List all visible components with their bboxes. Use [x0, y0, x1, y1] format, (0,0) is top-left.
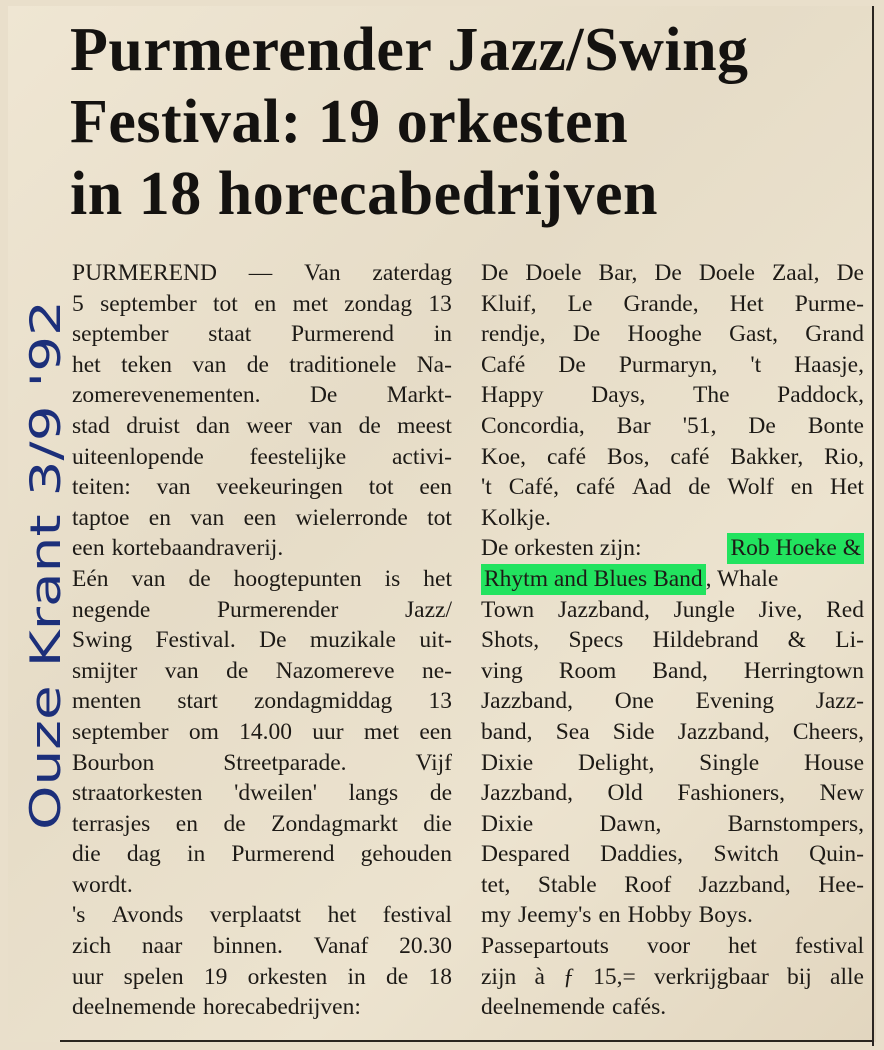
word: Specs: [568, 627, 624, 654]
word: De: [558, 351, 586, 378]
word: Hee-: [818, 871, 864, 898]
word: ƒ: [563, 963, 575, 990]
marker-highlight: Rob Hoeke &: [727, 533, 864, 564]
word: deelnemende: [481, 994, 605, 1021]
word: Het: [729, 290, 764, 317]
word: Bar: [616, 412, 651, 439]
headline: [70, 14, 870, 230]
word: Purmerender: [216, 596, 339, 623]
text-line: [72, 686, 452, 717]
text-line: [481, 717, 864, 748]
word: Side: [612, 718, 655, 745]
word: uur: [312, 718, 344, 745]
word: met: [363, 718, 400, 745]
word: de: [223, 810, 246, 837]
text-line: [72, 350, 452, 381]
word: Bar,: [598, 260, 638, 286]
text-line: [481, 533, 864, 564]
word: binnen.: [213, 933, 283, 960]
word: verplaatst: [209, 902, 302, 929]
word: De: [481, 260, 509, 286]
text-line: [72, 564, 452, 595]
word: uiteenlopende: [72, 443, 204, 470]
word: my: [481, 902, 512, 929]
word: PURMEREND: [72, 260, 217, 286]
word: een: [419, 474, 452, 501]
word: in: [433, 321, 452, 348]
word: Zondagmarkt: [271, 810, 398, 837]
word: menten: [72, 688, 142, 715]
word: van: [308, 412, 343, 439]
word: Hildebrand: [652, 627, 759, 654]
word: Vijf: [415, 749, 452, 776]
word: 20.30: [399, 933, 452, 960]
text-line: [72, 625, 452, 656]
word: de: [688, 474, 711, 501]
word: zondag: [344, 290, 413, 317]
text-line: [72, 931, 452, 962]
word: Café: [481, 351, 526, 378]
text-line: [72, 992, 452, 1023]
word: De: [748, 412, 776, 439]
word: Festival.: [155, 627, 236, 654]
word: de: [358, 412, 381, 439]
word: Jazzband,: [677, 718, 770, 745]
word: hoogtepunten: [233, 565, 362, 592]
text-line: [72, 900, 452, 931]
word: Evening: [695, 688, 774, 715]
word: Purme-: [794, 290, 864, 317]
word: Town: [481, 596, 535, 623]
word: terrasjes: [72, 810, 151, 837]
word: veekeuringen: [216, 474, 343, 501]
word: Dixie: [481, 749, 534, 776]
word: Dixie: [481, 810, 534, 837]
handwritten-note-text: Ouze Krant 3/9 '92: [21, 436, 70, 830]
text-line: [72, 962, 452, 993]
word: Rio,: [824, 443, 864, 470]
marker-highlight: Rhytm and Blues Band: [481, 564, 706, 595]
text-line: [481, 503, 864, 534]
word: en: [148, 504, 171, 531]
word: Haasje,: [794, 351, 864, 378]
word: Old: [607, 780, 643, 807]
word: dan: [196, 412, 230, 439]
word: een: [243, 504, 277, 531]
word: de: [429, 780, 452, 807]
word: negende: [72, 596, 151, 623]
word: 19: [203, 963, 228, 990]
word: een: [419, 718, 452, 745]
word: Streetparade.: [223, 749, 347, 776]
word: alle: [830, 963, 864, 990]
word: en: [790, 474, 813, 501]
column-rule-bottom: [60, 1040, 874, 1042]
word: Quin-: [809, 841, 864, 868]
word: Roof: [624, 871, 672, 898]
word: uur: [72, 963, 104, 990]
word: september: [100, 290, 197, 317]
word: gehouden: [360, 841, 452, 868]
text-line: [72, 748, 452, 779]
text-line: [481, 900, 864, 931]
word: teiten:: [72, 474, 131, 501]
word: tot: [427, 504, 452, 531]
word: Swing: [72, 627, 133, 654]
word: tot: [368, 474, 394, 501]
word: smijter: [72, 657, 138, 684]
word: de: [246, 351, 269, 378]
word: Switch: [713, 841, 779, 868]
word: Room: [558, 657, 617, 684]
word: De: [259, 627, 287, 654]
word: Red: [826, 596, 864, 623]
headline-line: Festival: 19 orkesten: [70, 88, 629, 156]
word: Despared: [481, 841, 570, 868]
word: Gast,: [729, 321, 779, 348]
word: De: [572, 321, 601, 348]
word: café: [546, 443, 587, 470]
text-line: [481, 380, 864, 411]
word: kortebaandraverij.: [111, 535, 284, 562]
word: Boys.: [698, 902, 753, 929]
text-line: [481, 656, 864, 687]
word: en: [598, 902, 621, 929]
word: 14.00: [239, 718, 292, 745]
highlight-suffix: , Whale: [705, 565, 779, 592]
word: deelnemende: [72, 994, 196, 1021]
word: Na-: [416, 351, 452, 378]
word: in: [186, 841, 206, 868]
word: New: [819, 780, 864, 807]
word: die: [72, 841, 101, 868]
word: horecabedrijven:: [202, 994, 361, 1021]
word: café: [670, 443, 710, 470]
word: activi-: [391, 443, 452, 470]
word: Grande,: [623, 290, 699, 317]
word: en: [175, 810, 198, 837]
text-line: [481, 319, 864, 350]
word: zomerevenementen.: [72, 382, 261, 409]
word: band,: [481, 718, 533, 745]
word: traditionele: [289, 351, 397, 378]
word: muzikale: [309, 627, 396, 654]
word: Shots,: [481, 627, 540, 654]
text-line: [481, 748, 864, 779]
word: 'dweilen': [234, 780, 317, 807]
word: Eén: [72, 565, 109, 592]
word: en: [254, 290, 277, 317]
highlight-prefix: De orkesten zijn:: [481, 535, 642, 562]
word: zich: [72, 933, 112, 960]
word: Het: [829, 474, 864, 501]
word: Single: [699, 749, 760, 776]
word: Kolkje.: [481, 504, 551, 531]
word: café: [575, 474, 616, 501]
word: verkrijgbaar: [653, 963, 769, 990]
word: Jazzband,: [481, 688, 573, 715]
word: Koe,: [481, 443, 527, 470]
word: Café,: [508, 474, 559, 501]
text-line: [72, 533, 452, 564]
word: taptoe: [72, 504, 130, 531]
text-line: [72, 656, 452, 687]
word: weer: [246, 412, 292, 439]
word: Hobby: [627, 902, 692, 929]
text-line: [481, 839, 864, 870]
word: Nazomereve: [275, 657, 395, 684]
word: van: [190, 504, 225, 531]
word: staat: [208, 321, 252, 348]
word: start: [177, 688, 218, 715]
word: teken: [121, 351, 172, 378]
word: zaterdag: [372, 260, 452, 286]
word: Jive,: [758, 596, 803, 623]
word: '51,: [682, 412, 717, 439]
column-rule-right: [872, 6, 874, 1046]
word: Jeemy's: [518, 902, 592, 929]
word: Van: [304, 260, 341, 286]
word: 5: [72, 290, 84, 317]
word: Jazz/: [405, 596, 452, 623]
word: Aad: [632, 474, 672, 501]
word: 's: [72, 902, 86, 929]
text-line: [481, 411, 864, 442]
word: Doele: [698, 260, 755, 286]
word: Li-: [835, 627, 864, 654]
word: Doele: [525, 260, 582, 286]
word: van: [131, 565, 166, 592]
word: de: [386, 963, 409, 990]
word: Cheers,: [792, 718, 864, 745]
text-line: [481, 442, 864, 473]
word: met: [292, 290, 328, 317]
text-line: [72, 717, 452, 748]
word: Passepartouts: [481, 933, 609, 960]
word: langs: [348, 780, 399, 807]
word: rendje,: [481, 321, 546, 348]
text-line: [481, 595, 864, 626]
word: Le: [567, 290, 593, 317]
word: feestelijke: [249, 443, 347, 470]
word: De: [836, 260, 864, 286]
word: —: [248, 260, 273, 286]
handwritten-source-note: [18, 290, 78, 850]
word: die: [423, 810, 452, 837]
text-line: [481, 258, 864, 289]
word: 15,=: [593, 963, 636, 990]
text-line: [72, 809, 452, 840]
word: festival: [382, 902, 452, 929]
word: Days,: [591, 382, 646, 409]
word: straatorkesten: [72, 780, 203, 807]
word: House: [803, 749, 864, 776]
word: wordt.: [72, 871, 133, 898]
word: wielerronde: [295, 504, 408, 531]
word: Purmaryn,: [618, 351, 718, 378]
word: One: [614, 688, 654, 715]
word: tet,: [481, 871, 511, 898]
word: Zaal,: [771, 260, 820, 286]
word: de: [188, 565, 211, 592]
word: festival: [794, 933, 864, 960]
word: het: [327, 902, 357, 929]
word: Happy: [481, 382, 544, 409]
word: ving: [481, 657, 523, 684]
word: De: [309, 382, 338, 409]
word: Wolf: [727, 474, 774, 501]
word: Purmerend: [290, 321, 395, 348]
text-line: [72, 595, 452, 626]
word: naar: [141, 933, 183, 960]
headline-line: in 18 horecabedrijven: [70, 160, 658, 228]
word: Bos,: [607, 443, 650, 470]
text-line: [481, 350, 864, 381]
word: Paddock,: [777, 382, 864, 409]
text-line: [481, 289, 864, 320]
word: van: [192, 351, 227, 378]
text-line: [72, 380, 452, 411]
text-line: [481, 992, 864, 1023]
word: Grand: [805, 321, 864, 348]
word: 13: [428, 290, 452, 317]
word: het: [728, 933, 757, 960]
word: Markt-: [386, 382, 452, 409]
word: in: [347, 963, 366, 990]
word: 't: [750, 351, 762, 378]
word: Avonds: [111, 902, 184, 929]
word: 't: [481, 474, 492, 501]
word: Herringtown: [743, 657, 864, 684]
word: Jazzband,: [557, 596, 650, 623]
word: 18: [428, 963, 452, 990]
text-line: [481, 472, 864, 503]
text-line: [72, 258, 452, 289]
word: Jungle: [673, 596, 735, 623]
text-line: [72, 870, 452, 901]
word: uit-: [419, 627, 452, 654]
word: zondagmiddag: [253, 688, 393, 715]
word: Sea: [555, 718, 590, 745]
word: De: [654, 260, 682, 286]
word: spelen: [123, 963, 184, 990]
word: september: [72, 718, 169, 745]
word: van: [164, 657, 199, 684]
word: Dawn,: [599, 810, 662, 837]
text-line: [72, 778, 452, 809]
text-line: [72, 442, 452, 473]
word: is: [384, 565, 401, 592]
text-line: [481, 564, 864, 595]
word: dag: [126, 841, 161, 868]
word: cafés.: [611, 994, 667, 1021]
word: stad: [72, 412, 110, 439]
text-line: [72, 411, 452, 442]
word: een: [72, 535, 105, 562]
word: Jazzband,: [698, 871, 791, 898]
word: Bourbon: [72, 749, 155, 776]
word: Concordia,: [481, 412, 585, 439]
word: Band,: [652, 657, 708, 684]
word: bij: [787, 963, 812, 990]
text-line: [481, 686, 864, 717]
word: het: [72, 351, 101, 378]
word: zijn: [481, 963, 517, 990]
word: Daddies,: [600, 841, 684, 868]
word: het: [423, 565, 452, 592]
text-line: [72, 503, 452, 534]
word: van: [156, 474, 191, 501]
word: Stable: [537, 871, 597, 898]
word: Jazzband,: [481, 780, 573, 807]
text-line: [72, 289, 452, 320]
text-line: [481, 778, 864, 809]
article-left-column: [72, 258, 452, 1023]
headline-line: Purmerender Jazz/Swing: [70, 16, 749, 84]
word: Vanaf: [313, 933, 369, 960]
word: Fashioners,: [677, 780, 786, 807]
text-line: [481, 809, 864, 840]
text-line: [72, 319, 452, 350]
word: tot: [212, 290, 238, 317]
word: Bakker,: [730, 443, 804, 470]
word: Jazz-: [815, 688, 864, 715]
text-line: [72, 472, 452, 503]
word: Hooghe: [627, 321, 702, 348]
word: om: [188, 718, 219, 745]
word: Delight,: [577, 749, 655, 776]
word: orkesten: [247, 963, 328, 990]
word: à: [534, 963, 545, 990]
word: de: [226, 657, 249, 684]
word: meest: [397, 412, 452, 439]
word: Kluif,: [481, 290, 537, 317]
word: Bonte: [807, 412, 864, 439]
text-line: [72, 839, 452, 870]
word: voor: [646, 933, 691, 960]
word: ne-: [421, 657, 452, 684]
text-line: [481, 870, 864, 901]
word: The: [693, 382, 730, 409]
word: Purmerend: [231, 841, 335, 868]
word: september: [72, 321, 169, 348]
text-line: [481, 931, 864, 962]
word: druist: [126, 412, 180, 439]
word: &: [787, 627, 806, 654]
text-line: [481, 625, 864, 656]
word: 13: [428, 688, 452, 715]
article-right-column: [481, 258, 864, 1023]
text-line: [481, 962, 864, 993]
word: Barnstompers,: [727, 810, 864, 837]
